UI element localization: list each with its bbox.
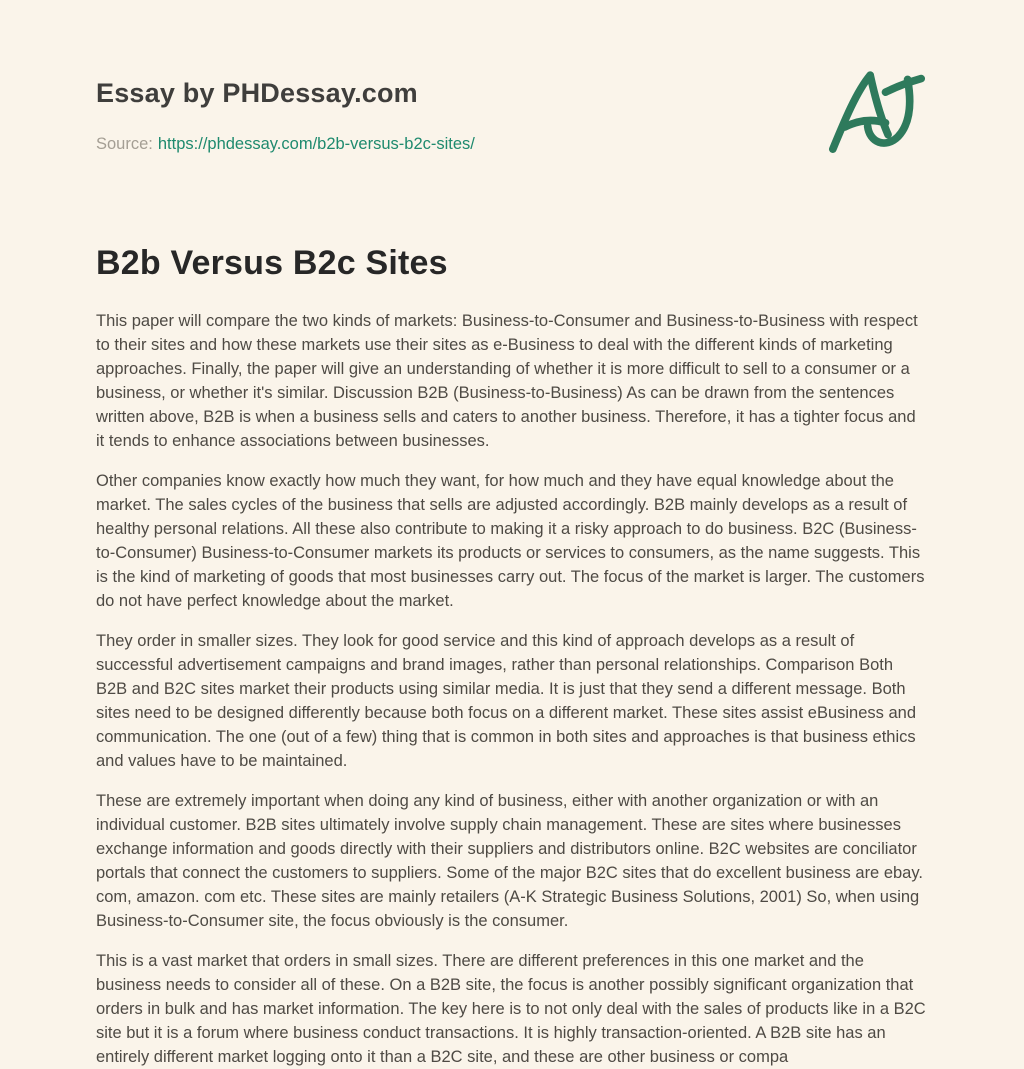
essay-title: B2b Versus B2c Sites (96, 244, 448, 282)
page-header (96, 74, 928, 164)
essay-paragraph: This is a vast market that orders in small sizes. There are different preferences in this one market and the business needs to consider all of these. On a B2B site, the focus is another possibly significant organization that orders in bulk and has market information. The key here is to not only deal with the sales of products like in a B2C site but it is a forum where business conduct transactions. It is highly transaction-oriented. A B2B site has an entirely different market logging onto it than a B2C site, and these are other business or compa (96, 952, 926, 1066)
source-line (96, 135, 475, 154)
source-link[interactable]: https://phdessay.com/b2b-versus-b2c-sites/ (157, 135, 475, 153)
essay-paragraph: Other companies know exactly how much they want, for how much and they have equal knowledge about the market. The sales cycles of the business that sells are adjusted accordingly. B2B mainly develops as a result of healthy personal relations. All these also contribute to making it a risky approach to do business. B2C (Business-to-Consumer) Business-to-Consumer markets its products or services to consumers, as the name suggests. This is the kind of marketing of goods that most businesses carry out. The focus of the market is larger. The customers do not have perfect knowledge about the market. (96, 472, 925, 610)
essay-paragraph: They order in smaller sizes. They look for good service and this kind of approach develops as a result of successful advertisement campaigns and brand images, rather than personal relationships. Comparison Both B2B and B2C sites market their products using similar media. It is just that they send a different message. Both sites need to be designed differently because both focus on a different market. These sites assist eBusiness and communication. The one (out of a few) thing that is common in both sites and approaches is that business ethics and values have to be maintained. (96, 632, 917, 770)
phdessay-a-plus-logo-icon (826, 68, 928, 164)
essay-body (96, 309, 928, 1069)
site-header-title: Essay by PHDessay.com (96, 78, 418, 108)
essay-paragraph: This paper will compare the two kinds of markets: Business-to-Consumer and Business-to-Business with respect to their sites and how these markets use their sites as e-Business to deal with the different kinds of marketing approaches. Finally, the paper will give an understanding of whether it is more difficult to sell to a consumer or a business, or whether it's similar. Discussion B2B (Business-to-Business) As can be drawn from the sentences written above, B2B is when a business sells and caters to another business. Therefore, it has a tighter focus and it tends to enhance associations between businesses. (96, 312, 918, 450)
header-text-block (96, 74, 475, 154)
essay-paragraph: These are extremely important when doing any kind of business, either with another organization or with an individual customer. B2B sites ultimately involve supply chain management. These are sites where businesses exchange information and goods directly with their suppliers and distributors online. B2C websites are conciliator portals that connect the customers to suppliers. Some of the major B2C sites that do excellent business are ebay. com, amazon. com etc. These sites are mainly retailers (A-K Strategic Business Solutions, 2001) So, when using Business-to-Consumer site, the focus obviously is the consumer. (96, 792, 923, 930)
source-label: Source: (96, 135, 153, 153)
